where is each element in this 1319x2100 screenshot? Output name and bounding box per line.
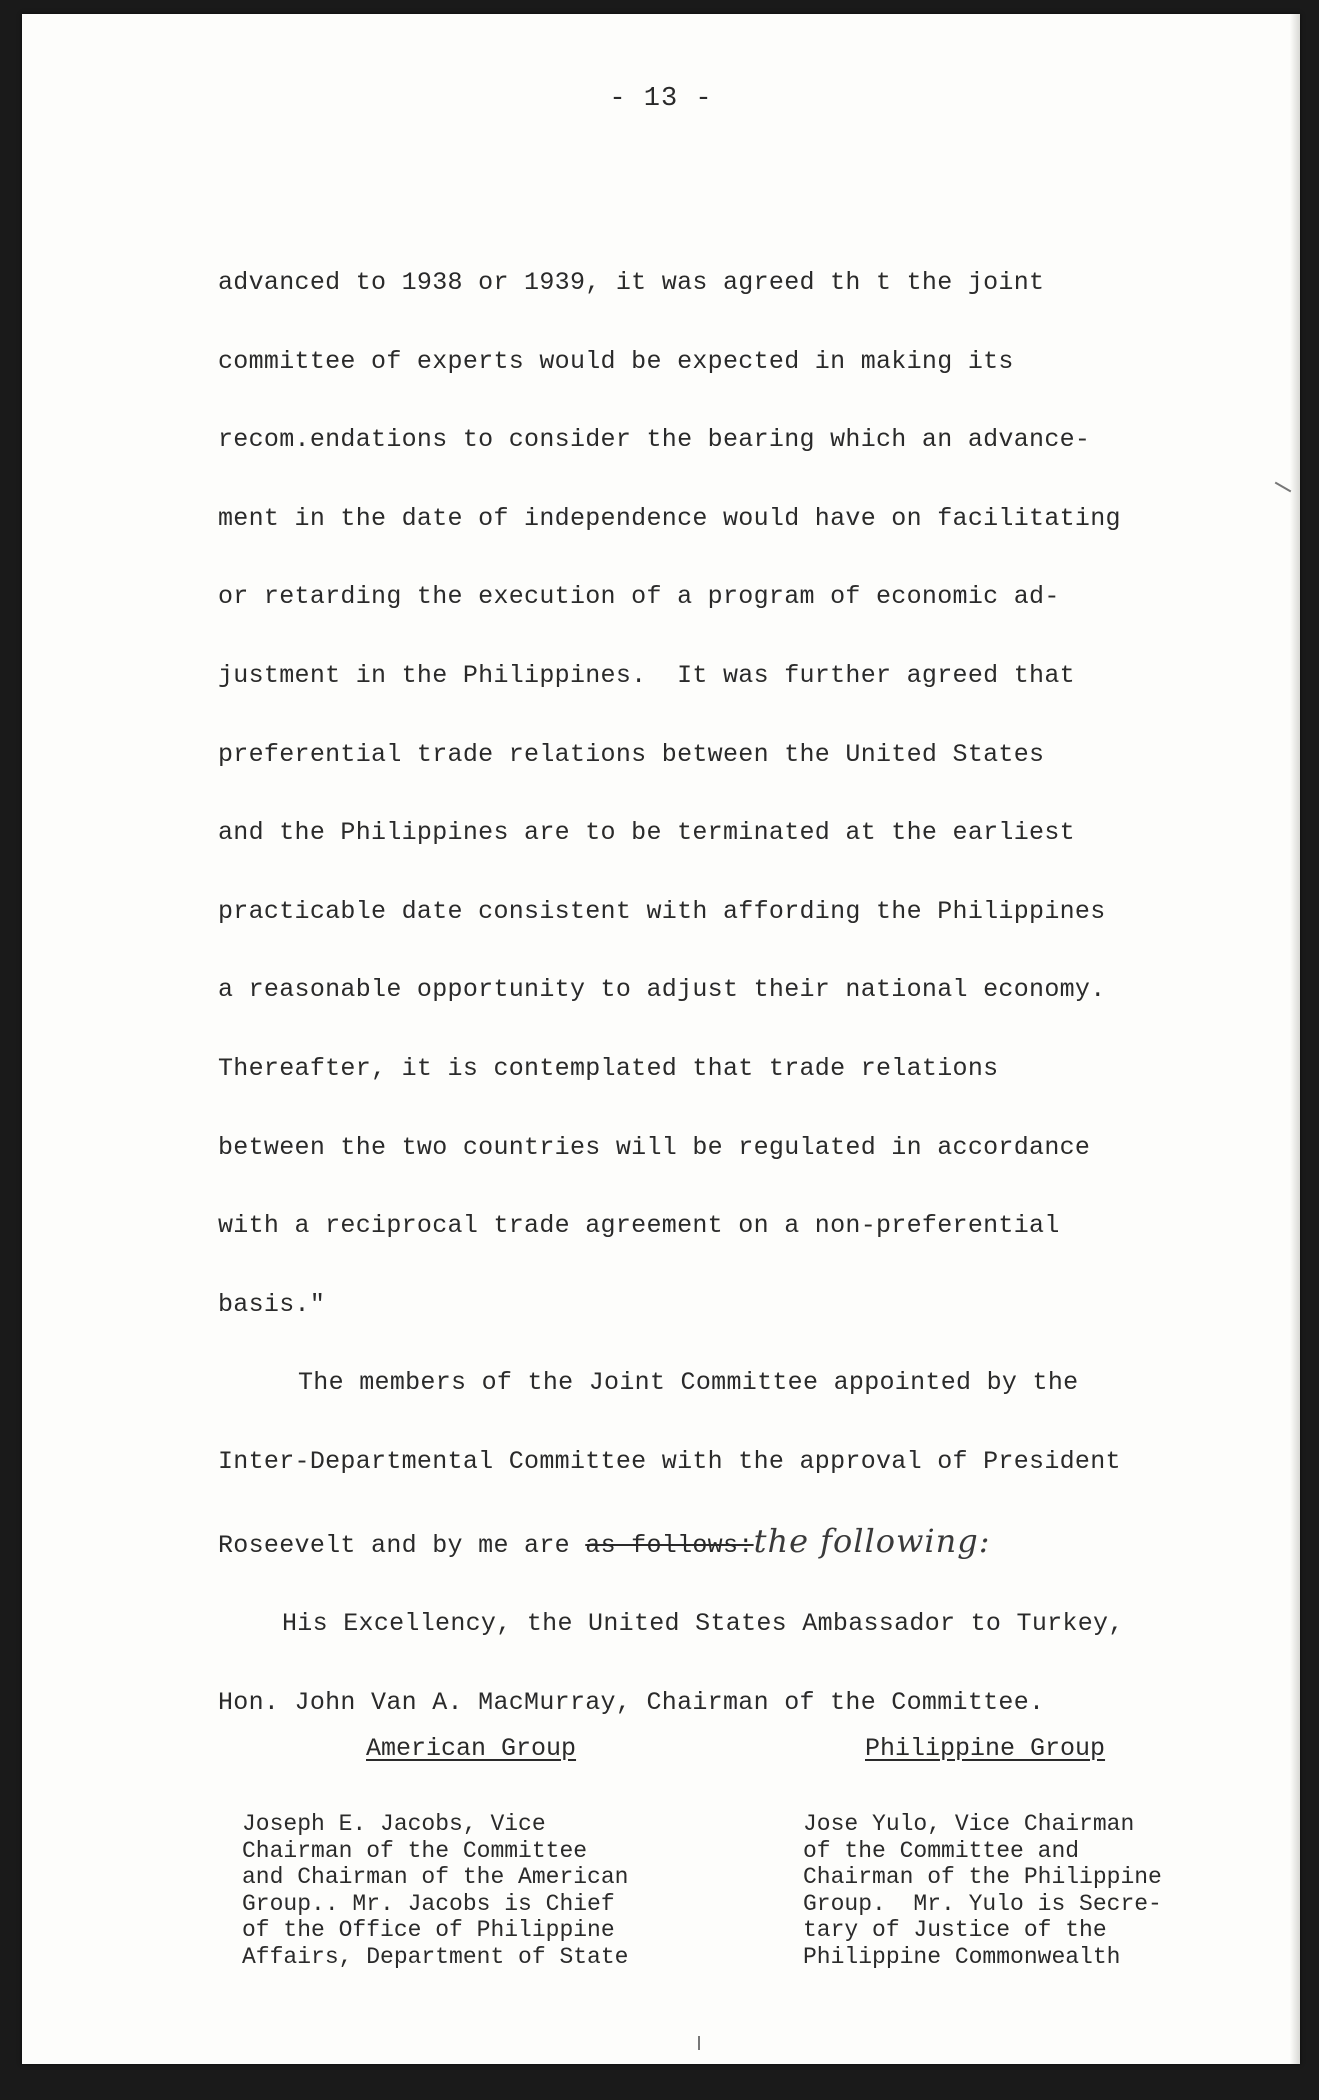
document-page <box>22 14 1300 2064</box>
text-line: with a reciprocal trade agreement on a non-preferential <box>218 1211 1060 1241</box>
text-line: committee of experts would be expected in making its <box>218 346 1014 376</box>
philippine-group-heading: Philippine Group <box>865 1734 1106 1763</box>
text-line: His Excellency, the United States Ambassador to Turkey, <box>282 1609 1124 1639</box>
text-line: or retarding the execution of a program of economic ad- <box>218 582 1060 612</box>
text-line: Thereafter, it is contemplated that trade relations <box>218 1053 999 1083</box>
text-line: Hon. John Van A. MacMurray, Chairman of the Committee. <box>218 1687 1045 1717</box>
struck-text: as follows: <box>585 1530 754 1560</box>
text-line: between the two countries will be regulated in accordance <box>218 1132 1091 1162</box>
text-line: and the Philippines are to be terminated at the earliest <box>218 818 1075 848</box>
philippine-group-body: Jose Yulo, Vice Chairman of the Committee and Chairman of the Philippine Group. Mr. Yulo is Secre- tary of Justice of the Philippine Commonwealth <box>803 1811 1162 1970</box>
body-text <box>218 244 1208 1742</box>
page-edge <box>1290 14 1300 2064</box>
text-line: ment in the date of independence would have on facilitating <box>218 503 1121 533</box>
page-number: - 13 - <box>609 84 713 114</box>
margin-mark <box>1275 482 1292 493</box>
text-line: recom.endations to consider the bearing which an advance- <box>218 425 1091 455</box>
text-segment: Roseevelt and by me are <box>218 1530 586 1560</box>
american-group-heading: American Group <box>366 1734 577 1763</box>
american-group-body: Joseph E. Jacobs, Vice Chairman of the Committee and Chairman of the American Group.. Mr. Jacobs is Chief of the Office of Philippine Affairs, Department of State <box>242 1811 629 1970</box>
text-line: practicable date consistent with affording the Philippines <box>218 896 1106 926</box>
text-line-with-edit <box>218 1502 1208 1586</box>
text-line: The members of the Joint Committee appointed by the <box>298 1368 1079 1398</box>
handwritten-insertion: the following: <box>753 1521 991 1560</box>
scan-mark <box>698 2036 700 2050</box>
text-line: a reasonable opportunity to adjust their national economy. <box>218 975 1106 1005</box>
american-group <box>218 1734 658 1970</box>
philippine-group <box>803 1734 1223 1970</box>
text-line: advanced to 1938 or 1939, it was agreed th t the joint <box>218 268 1045 297</box>
text-line: justment in the Philippines. It was further agreed that <box>218 660 1075 690</box>
text-line: preferential trade relations between the United States <box>218 739 1045 769</box>
text-line: Inter-Departmental Committee with the approval of President <box>218 1446 1121 1476</box>
text-line: basis." <box>218 1289 326 1319</box>
